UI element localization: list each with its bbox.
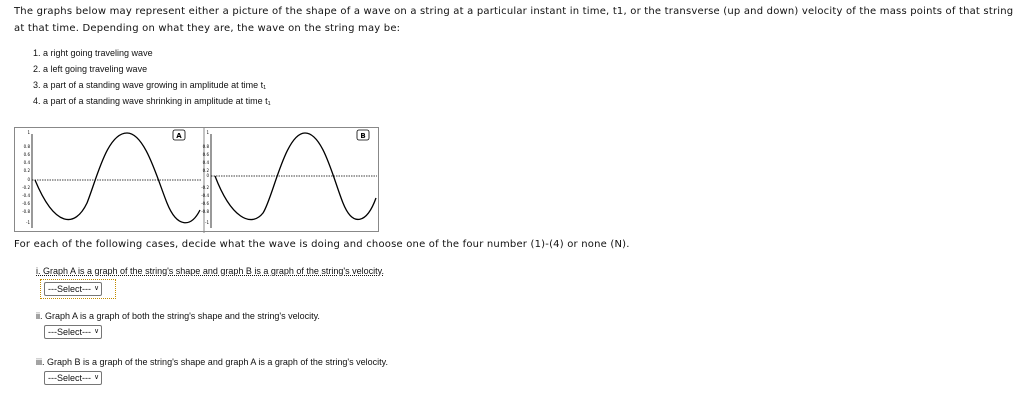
graph-b-ytick: 0: [206, 173, 209, 178]
graph-b-ytick: -1: [205, 220, 209, 225]
graph-a-label: A: [176, 132, 182, 140]
graph-a-ytick: 0.8: [23, 144, 30, 149]
graph-a-wave: [35, 133, 200, 223]
graph-a-ytick: -0.6: [22, 201, 30, 206]
graphs-svg: [15, 128, 380, 233]
graph-b-ytick: -0.2: [201, 185, 209, 190]
question-2-select[interactable]: [44, 325, 102, 339]
question-2-select-value: ---Select---: [48, 327, 91, 337]
graph-b-ytick-top: 1: [206, 130, 209, 135]
graph-a-ytick-top: 1: [27, 130, 30, 135]
graph-a-ytick: 0: [27, 177, 30, 182]
question-3-select[interactable]: [44, 371, 102, 385]
option-3: 3. a part of a standing wave growing in amplitude at time t₁: [33, 80, 267, 90]
intro-text: The graphs below may represent either a picture of the shape of a wave on a string at a particular instant in time, t1, or the transverse (up and down) velocity of the mass points of that string at that time. Depending on what they are, the wave on the string may be:: [14, 6, 1014, 34]
graph-b-ytick: -0.4: [201, 193, 209, 198]
question-1-select-value: ---Select---: [48, 284, 91, 294]
question-3-text: iii. Graph B is a graph of the string's shape and graph A is a graph of the string's velocity.: [36, 357, 388, 367]
graph-a-ytick: -1: [26, 220, 30, 225]
graph-b: [201, 130, 377, 228]
graph-a-ytick: -0.2: [22, 185, 30, 190]
graph-b-ytick: -0.6: [201, 201, 209, 206]
graph-b-label: B: [360, 132, 366, 140]
question-1-text: i. Graph A is a graph of the string's shape and graph B is a graph of the string's velocity.: [36, 266, 384, 276]
graph-a-ytick: 0.6: [23, 152, 30, 157]
option-4: 4. a part of a standing wave shrinking in amplitude at time t₁: [33, 96, 271, 106]
option-2: 2. a left going traveling wave: [33, 64, 148, 74]
question-1-select[interactable]: [44, 282, 102, 296]
graphs-panel: [14, 127, 379, 232]
graph-b-ytick: 0.4: [202, 160, 209, 165]
chevron-down-icon: ∨: [94, 285, 100, 292]
graph-b-ytick: 0.8: [202, 144, 209, 149]
instructions-text: For each of the following cases, decide what the wave is doing and choose one of the four number (1)-(4) or none (N).: [14, 239, 630, 250]
graph-a: [22, 130, 201, 228]
graph-a-ytick: 0.2: [23, 168, 30, 173]
graph-a-ytick: -0.4: [22, 193, 30, 198]
option-1: 1. a right going traveling wave: [33, 48, 153, 58]
question-3-select-value: ---Select---: [48, 373, 91, 383]
options-list: [33, 45, 271, 109]
graph-a-ytick: -0.8: [22, 209, 30, 214]
graph-a-ytick: 0.4: [23, 160, 30, 165]
graph-b-ytick: 0.2: [202, 168, 209, 173]
graph-b-ytick: -0.8: [201, 209, 209, 214]
chevron-down-icon: ∨: [94, 328, 100, 335]
question-2-text: ii. Graph A is a graph of both the string's shape and the string's velocity.: [36, 311, 320, 321]
graph-b-ytick: 0.6: [202, 152, 209, 157]
chevron-down-icon: ∨: [94, 374, 100, 381]
